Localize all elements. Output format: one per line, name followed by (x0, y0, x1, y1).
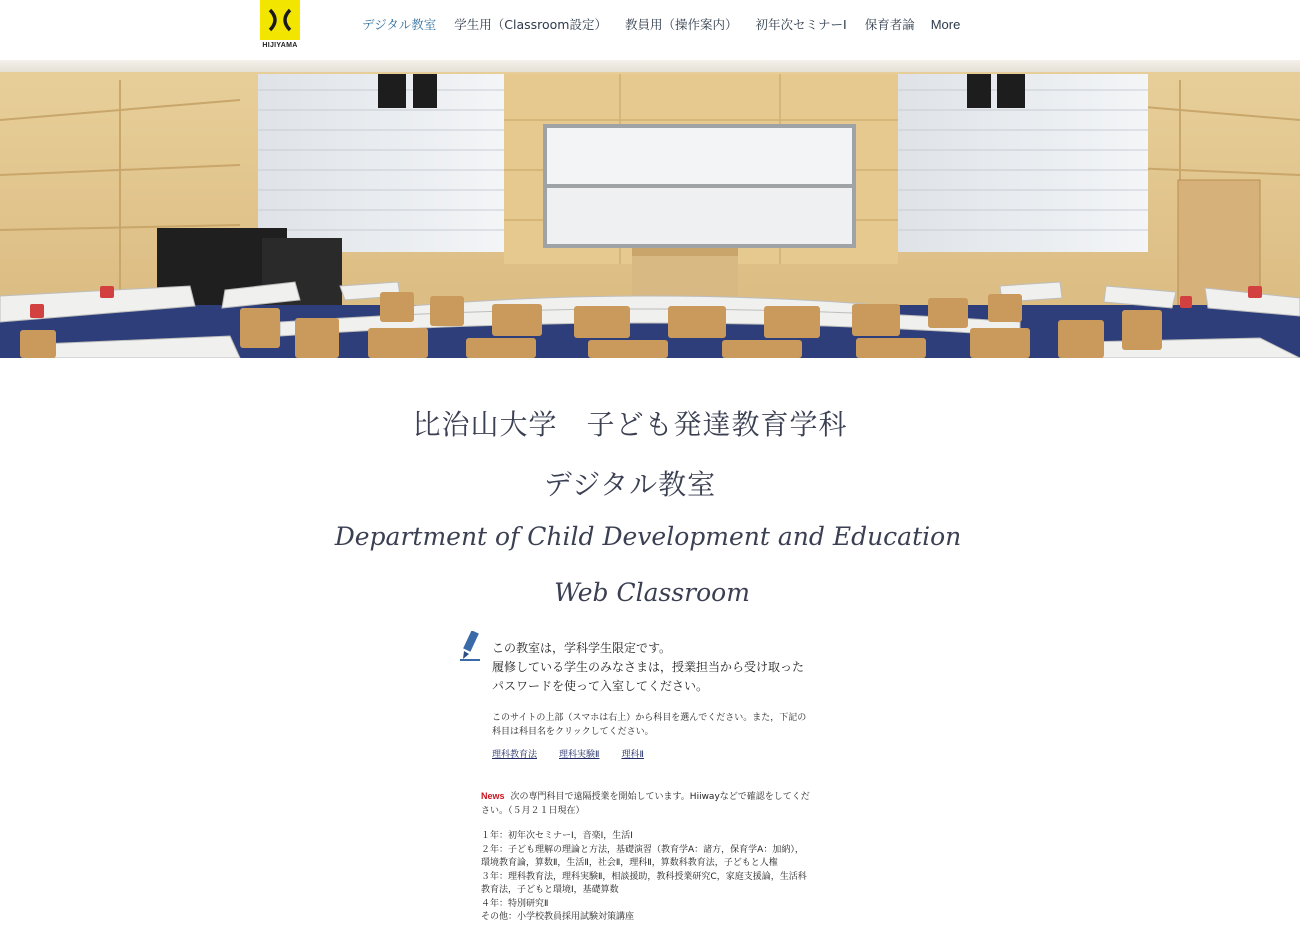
pencil-icon (458, 631, 484, 661)
page-title-digital-classroom: デジタル教室 (543, 468, 717, 501)
nav-item-student-classroom-setup[interactable]: 学生用（Classroom設定） (454, 17, 607, 32)
link-science-teaching-method[interactable]: 理科教育法 (492, 750, 538, 760)
main-nav (362, 15, 960, 33)
link-science-experiment-2[interactable]: 理科実験Ⅱ (559, 750, 600, 760)
nav-item-digital-classroom[interactable]: デジタル教室 (362, 17, 437, 32)
page-subtitle-web-classroom: Web Classroom (554, 578, 750, 607)
course-links (492, 747, 666, 760)
instruction-line: このサイトの上部（スマホは右上）から科目を選んでください。また，下記の (492, 713, 807, 723)
instruction-line: 科目は科目名をクリックしてください。 (492, 727, 654, 737)
course-line: ２年：子ども理解の理論と方法，基礎演習（教育学A：諸方，保育学A：加納）， (481, 844, 804, 855)
access-notice (492, 639, 804, 696)
page-subtitle-department: Department of Child Development and Education (334, 522, 962, 551)
course-line: 環境教育論，算数Ⅱ，生活Ⅱ，社会Ⅱ，理科Ⅱ，算数科教育法，子どもと人権 (481, 858, 778, 868)
nav-item-first-year-seminar[interactable]: 初年次セミナーⅠ (755, 17, 847, 32)
logo-text: HIJIYAMA (262, 42, 298, 49)
logo-mark-icon (260, 0, 300, 40)
news-section (481, 790, 831, 818)
course-line: ４年：特別研究Ⅱ (481, 898, 549, 909)
course-line: 教育法，子どもと環境Ⅰ，基礎算数 (481, 885, 619, 895)
link-science-2[interactable]: 理科Ⅱ (621, 750, 644, 760)
news-text: 次の専門科目で遠隔授業を開始しています。Hiiwayなどで確認をしてくだ (510, 792, 810, 802)
nav-item-childcare-theory[interactable]: 保育者論 (864, 17, 915, 32)
instruction-note (492, 711, 806, 739)
site-header (0, 0, 1300, 60)
site-logo[interactable] (260, 0, 300, 52)
nav-item-teacher-guide[interactable]: 教員用（操作案内） (625, 17, 738, 32)
course-line: ３年：理科教育法，理科実験Ⅱ，相談援助，教科授業研究C，家庭支援論，生活科 (481, 871, 807, 882)
remote-course-list (481, 830, 833, 925)
news-tag: News (481, 791, 505, 801)
notice-line: この教室は，学科学生限定です。 (492, 641, 672, 655)
page-title-university: 比治山大学 子ども発達教育学科 (412, 408, 848, 441)
news-text: さい。（５月２１日現在） (481, 805, 585, 816)
nav-more-button[interactable]: More (930, 16, 961, 32)
course-line: その他：小学校教員採用試験対策講座 (481, 912, 635, 922)
course-line: １年：初年次セミナーⅠ，音楽Ⅰ，生活Ⅰ (481, 831, 633, 841)
notice-line: パスワードを使って入室してください。 (492, 679, 709, 693)
hero-classroom-image (0, 60, 1300, 358)
notice-line: 履修している学生のみなさまは，授業担当から受け取った (492, 660, 805, 674)
